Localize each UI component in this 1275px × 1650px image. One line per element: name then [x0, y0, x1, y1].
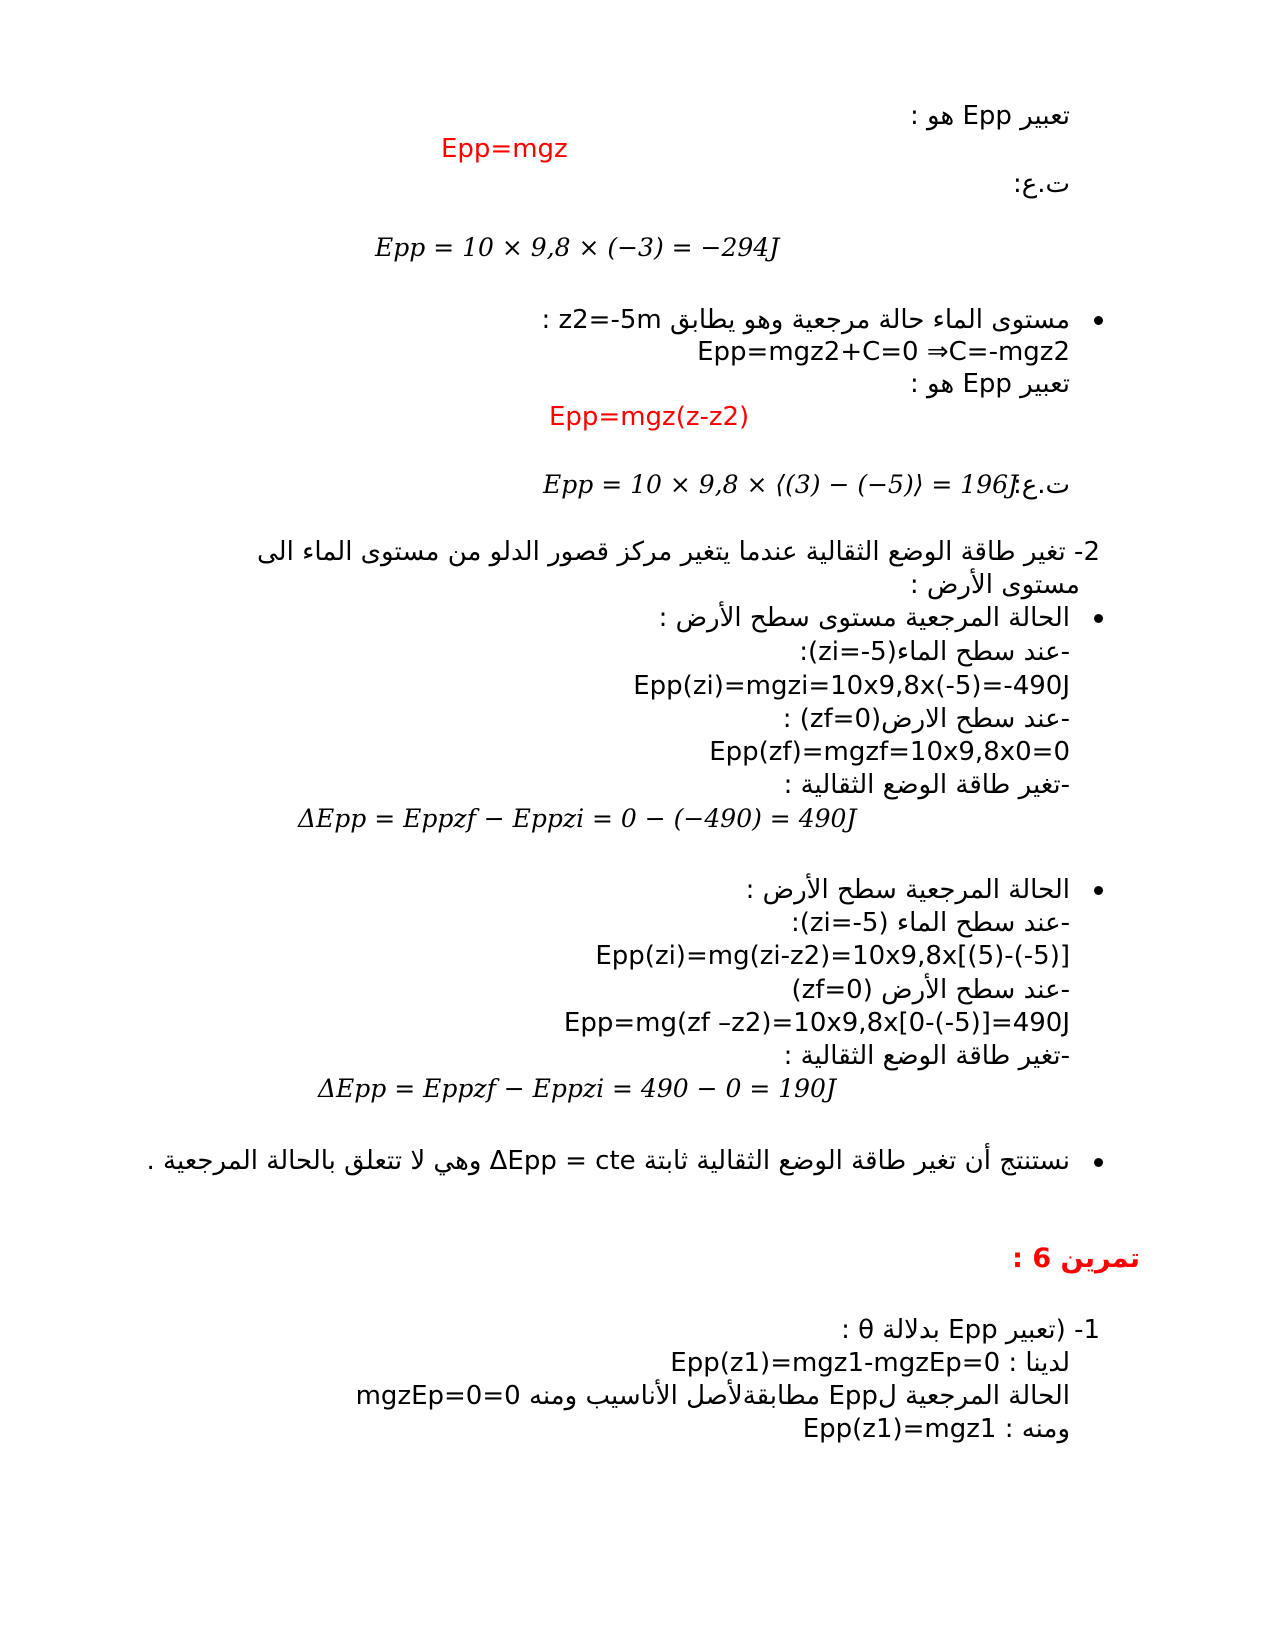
bullet — [1094, 1158, 1103, 1167]
text-line: -تغير طاقة الوضع الثقالية : — [783, 1041, 1070, 1071]
formula-highlight: Epp=mgz — [441, 134, 568, 164]
text-line: مستوى الماء حالة مرجعية وهو يطابق z2=-5m : — [541, 305, 1070, 335]
text-line: 1- (تعبير Epp بدلالة θ : — [841, 1315, 1100, 1345]
text-line: ت.ع: — [1012, 470, 1070, 500]
text-line: تعبير Epp هو : — [910, 369, 1070, 399]
text-line: Epp(zi)=mg(zi-z2)=10x9,8x[(5)-(-5)] — [595, 941, 1070, 971]
text-line: نستنتج أن تغير طاقة الوضع الثقالية ثابتة ΔEpp = cte وهي لا تتعلق بالحالة المرجعية . — [146, 1146, 1070, 1176]
text-line: -عند سطح الأرض (zf=0) — [791, 975, 1070, 1005]
equation: ΔEpp = Eppzf − Eppzi = 490 − 0 = 190J — [318, 1074, 836, 1103]
equation: ΔEpp = Eppzf − Eppzi = 0 − (−490) = 490J — [298, 804, 857, 833]
text-line: 2- تغير طاقة الوضع الثقالية عندما يتغير مركز قصور الدلو من مستوى الماء الى — [257, 537, 1100, 567]
formula-highlight: Epp=mgz(z-z2) — [549, 402, 750, 432]
text-line: -عند سطح الماء (zi=-5): — [790, 908, 1070, 938]
bullet — [1094, 886, 1103, 895]
text-line: Epp(zf)=mgzf=10x9,8x0=0 — [709, 737, 1070, 767]
text-line: Epp(zi)=mgzi=10x9,8x(-5)=-490J — [633, 671, 1070, 701]
text-line: -عند سطح الارض(zf=0) : — [782, 704, 1070, 734]
text-line: ت.ع: — [1012, 169, 1070, 199]
text-line: الحالة المرجعية سطح الأرض : — [745, 875, 1070, 905]
text-line: تعبير Epp هو : — [910, 101, 1070, 131]
text-line: مستوى الأرض : — [909, 570, 1080, 600]
text-line: الحالة المرجعية لEpp مطابقةلأصل الأناسيب ومنه mgzEp=0=0 — [355, 1381, 1070, 1411]
equation: Epp = 10 × 9,8 × ⟨(3) − (−5)⟩ = 196J — [543, 470, 1019, 499]
text-line: -تغير طاقة الوضع الثقالية : — [783, 770, 1070, 800]
text-line: ومنه : Epp(z1)=mgz1 — [802, 1414, 1070, 1444]
equation: Epp = 10 × 9,8 × (−3) = −294J — [375, 233, 780, 262]
text-line: الحالة المرجعية مستوى سطح الأرض : — [658, 603, 1070, 633]
text-line: Epp=mgz2+C=0 ⇒C=-mgz2 — [697, 337, 1070, 367]
bullet — [1094, 316, 1103, 325]
exercise-title: تمرين 6 : — [1012, 1243, 1140, 1274]
text-line: -عند سطح الماء(zi=-5): — [799, 637, 1070, 667]
bullet — [1094, 614, 1103, 623]
text-line: Epp=mg(zf –z2)=10x9,8x[0-(-5)]=490J — [563, 1008, 1070, 1038]
text-line: لدينا : Epp(z1)=mgz1-mgzEp=0 — [670, 1348, 1070, 1378]
